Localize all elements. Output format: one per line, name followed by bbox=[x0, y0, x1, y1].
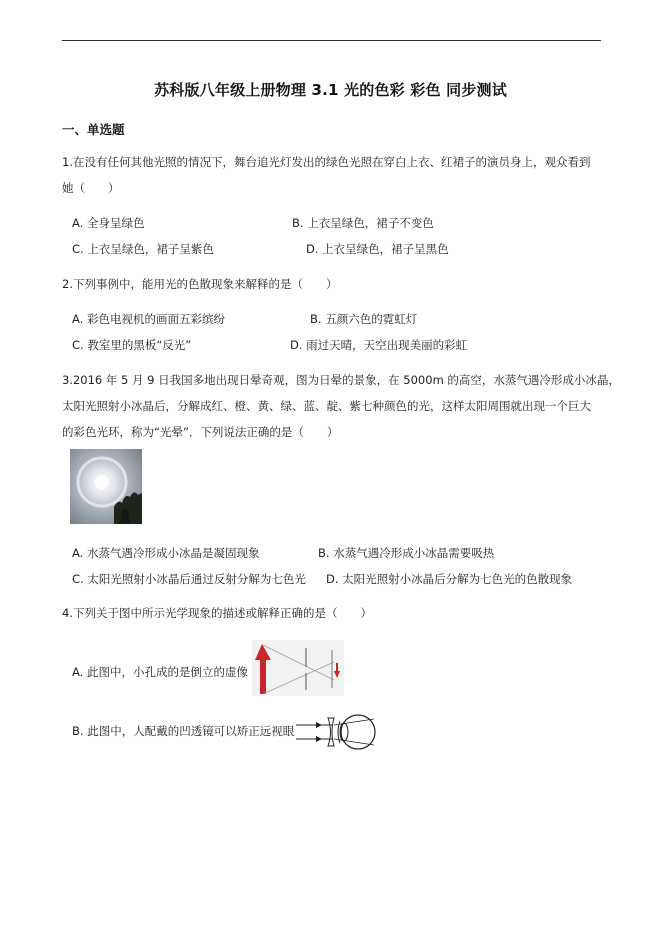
q4-stem: 4.下列关于图中所示光学现象的描述或解释正确的是（ ） bbox=[62, 606, 372, 620]
q3-option-b[interactable]: B. 水蒸气遇冷形成小冰晶需要吸热 bbox=[318, 546, 495, 560]
header-rule bbox=[62, 40, 601, 41]
q4-option-b[interactable]: B. 此图中，人配戴的凹透镜可以矫正远视眼 bbox=[72, 724, 295, 738]
q1-option-d[interactable]: D. 上衣呈绿色，裙子呈黑色 bbox=[306, 242, 449, 256]
q2-option-a[interactable]: A. 彩色电视机的画面五彩缤纷 bbox=[72, 312, 225, 326]
sun-halo-image bbox=[70, 449, 142, 524]
q2-option-b[interactable]: B. 五颜六色的霓虹灯 bbox=[310, 312, 418, 326]
eye-lens-diagram bbox=[296, 713, 386, 751]
q4-option-a[interactable]: A. 此图中，小孔成的是倒立的虚像 bbox=[72, 665, 248, 679]
pinhole-diagram bbox=[252, 640, 344, 696]
q3-stem-line2: 太阳光照射小冰晶后，分解成红、橙、黄、绿、蓝、靛、紫七种颜色的光，这样太阳周围就出现一个巨大 bbox=[62, 399, 591, 413]
document-title: 苏科版八年级上册物理 3.1 光的色彩 彩色 同步测试 bbox=[154, 81, 507, 99]
q1-stem-line1: 1.在没有任何其他光照的情况下，舞台追光灯发出的绿色光照在穿白上衣、红裙子的演员身上，观众看到 bbox=[62, 155, 591, 169]
q3-option-a[interactable]: A. 水蒸气遇冷形成小冰晶是凝固现象 bbox=[72, 546, 260, 560]
pinhole-camera-image bbox=[252, 640, 344, 696]
q3-stem-line3: 的彩色光环，称为“光晕”．下列说法正确的是（ ） bbox=[62, 425, 339, 439]
q1-option-c[interactable]: C. 上衣呈绿色，裙子呈紫色 bbox=[72, 242, 214, 256]
q1-stem-line2: 她（ ） bbox=[62, 181, 120, 195]
sun-halo-photo bbox=[70, 449, 142, 524]
q3-option-c[interactable]: C. 太阳光照射小冰晶后通过反射分解为七色光 bbox=[72, 572, 306, 586]
q2-option-d[interactable]: D. 雨过天晴，天空出现美丽的彩虹 bbox=[290, 338, 468, 352]
section-heading: 一、单选题 bbox=[62, 122, 125, 137]
q1-option-a[interactable]: A. 全身呈绿色 bbox=[72, 216, 145, 230]
q2-stem: 2.下列事例中，能用光的色散现象来解释的是（ ） bbox=[62, 277, 338, 291]
q3-option-d[interactable]: D. 太阳光照射小冰晶后分解为七色光的色散现象 bbox=[326, 572, 573, 586]
concave-lens-eye-image bbox=[296, 713, 386, 751]
q1-option-b[interactable]: B. 上衣呈绿色，裙子不变色 bbox=[292, 216, 434, 230]
q2-option-c[interactable]: C. 教室里的黑板“反光” bbox=[72, 338, 192, 352]
q3-stem-line1: 3.2016 年 5 月 9 日我国多地出现日晕奇观，图为日晕的景象，在 5000m 的高空，水蒸气遇冷形成小冰晶， bbox=[62, 373, 620, 387]
